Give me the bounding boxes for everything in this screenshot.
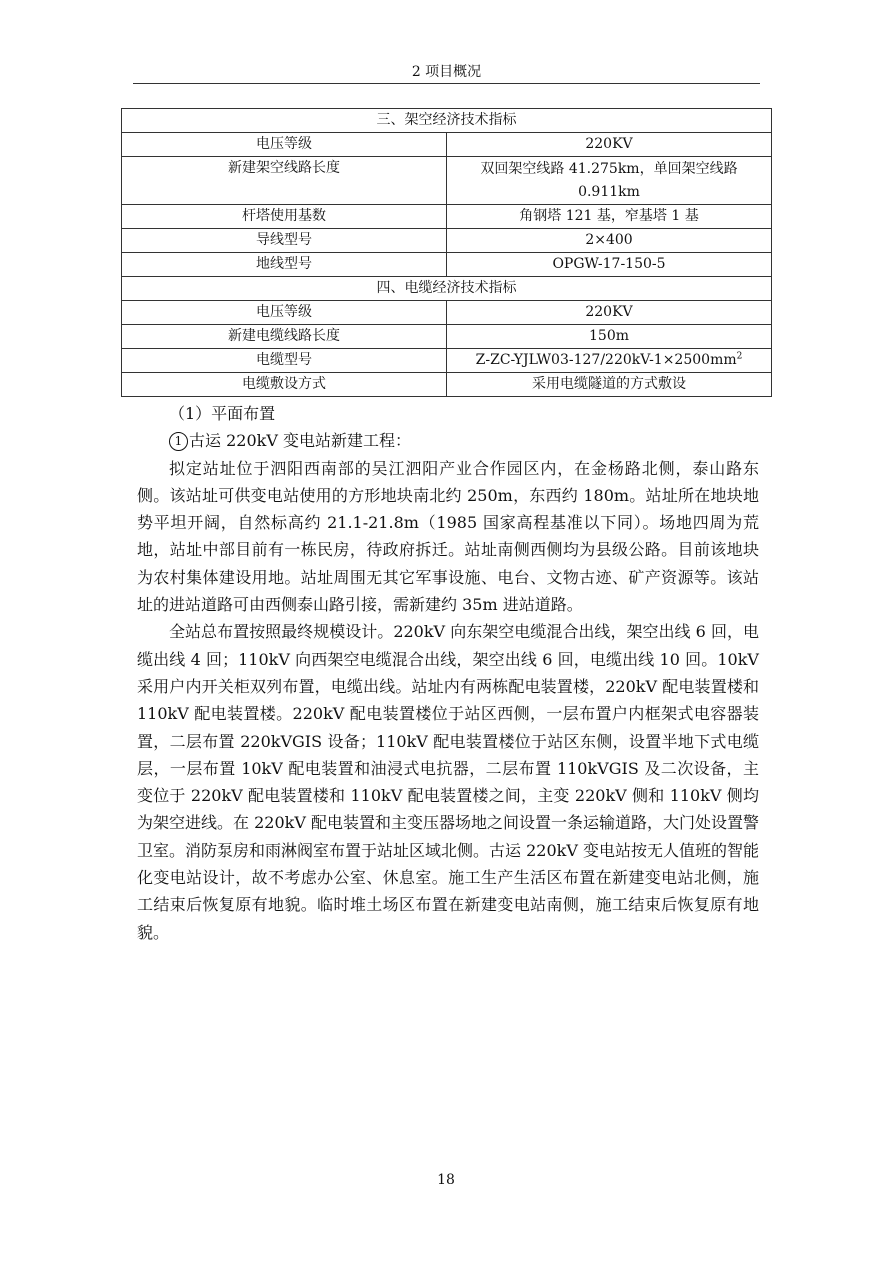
table-row bbox=[122, 133, 772, 157]
row-label: 导线型号 bbox=[122, 229, 447, 253]
table-row bbox=[122, 253, 772, 277]
table-row bbox=[122, 349, 772, 373]
row-label: 电压等级 bbox=[122, 133, 447, 157]
row-value: 220KV bbox=[447, 301, 772, 325]
row-label: 电缆型号 bbox=[122, 349, 447, 373]
table-row bbox=[122, 301, 772, 325]
row-label: 电缆敷设方式 bbox=[122, 373, 447, 397]
table-row bbox=[122, 373, 772, 397]
circled-number-icon: 1 bbox=[169, 432, 188, 451]
table-row bbox=[122, 205, 772, 229]
paragraph: 全站总布置按照最终规模设计。220kV 向东架空电缆混合出线，架空出线 6 回，电缆出线 4 回；110kV 向西架空电缆混合出线，架空出线 6 回，电缆出线 10 回。10kV 采用户内开关柜双列布置，电缆出线。站址内有两栋配电装置楼，220kV 配电装置楼和 110kV 配电装置楼。220kV 配电装置楼位于站区西侧，一层布置户内框架式电容器装置，二层布置 220kVGIS 设备；110kV 配电装置楼位于站区东侧，设置半地下式电缆层，一层布置 10kV 配电装置和油浸式电抗器，二层布置 110kVGIS 及二次设备，主变位于 220kV 配电装置楼和 110kV 配电装置楼之间，主变 220kV 侧和 110kV 侧均为架空进线。在 220kV 配电装置和主变压器场地之间设置一条运输道路，大门处设置警卫室。消防泵房和雨淋阀室布置于站址区域北侧。古运 220kV 变电站按无人值班的智能化变电站设计，故不考虑办公室、休息室。施工生产生活区布置在新建变电站北侧，施工结束后恢复原有地貌。临时堆土场区布置在新建变电站南侧，施工结束后恢复原有地貌。 bbox=[137, 622, 759, 942]
row-label: 电压等级 bbox=[122, 301, 447, 325]
table-section-row bbox=[122, 109, 772, 133]
row-value bbox=[447, 349, 772, 373]
table-section-row bbox=[122, 277, 772, 301]
row-label: 杆塔使用基数 bbox=[122, 205, 447, 229]
running-header: 2 项目概况 bbox=[411, 64, 482, 80]
page-number: 18 bbox=[437, 1172, 455, 1188]
section-heading bbox=[137, 400, 759, 427]
heading-text: （1）平面布置 bbox=[169, 404, 276, 423]
body-text bbox=[137, 400, 759, 946]
row-value: 角钢塔 121 基，窄基塔 1 基 bbox=[447, 205, 772, 229]
header-rule bbox=[133, 83, 760, 84]
row-value: 双回架空线路 41.275km，单回架空线路 0.911km bbox=[447, 157, 772, 205]
table-row bbox=[122, 325, 772, 349]
paragraph: 拟定站址位于泗阳西南部的吴江泗阳产业合作园区内，在金杨路北侧，泰山路东侧。该站址可供变电站使用的方形地块南北约 250m，东西约 180m。站址所在地块地势平坦开阔，自然标高约 21.1-21.8m（1985 国家高程基准以下同）。场地四周为荒地，站址中部目前有一栋民房，待政府拆迁。站址南侧西侧均为县级公路。目前该地块为农村集体建设用地。站址周围无其它军事设施、电台、文物古迹、矿产资源等。该站址的进站道路可由西侧泰山路引接，需新建约 35m 进站道路。 bbox=[137, 458, 759, 615]
row-value: 2×400 bbox=[447, 229, 772, 253]
cable-section-title: 四、电缆经济技术指标 bbox=[122, 277, 772, 301]
table-row bbox=[122, 157, 772, 205]
superscript: 2 bbox=[736, 351, 743, 362]
row-label: 新建电缆线路长度 bbox=[122, 325, 447, 349]
row-label: 地线型号 bbox=[122, 253, 447, 277]
overhead-section-title: 三、架空经济技术指标 bbox=[122, 109, 772, 133]
subheading-text: 古运 220kV 变电站新建工程： bbox=[189, 431, 411, 451]
row-value: 220KV bbox=[447, 133, 772, 157]
row-label: 新建架空线路长度 bbox=[122, 157, 447, 205]
row-value: 150m bbox=[447, 325, 772, 349]
cable-model-text: Z-ZC-YJLW03-127/220kV-1×2500mm bbox=[475, 352, 737, 368]
row-value: 采用电缆隧道的方式敷设 bbox=[447, 373, 772, 397]
tech-spec-table bbox=[121, 108, 772, 397]
table-row bbox=[122, 229, 772, 253]
row-value: OPGW-17-150-5 bbox=[447, 253, 772, 277]
subsection-heading bbox=[137, 427, 759, 454]
